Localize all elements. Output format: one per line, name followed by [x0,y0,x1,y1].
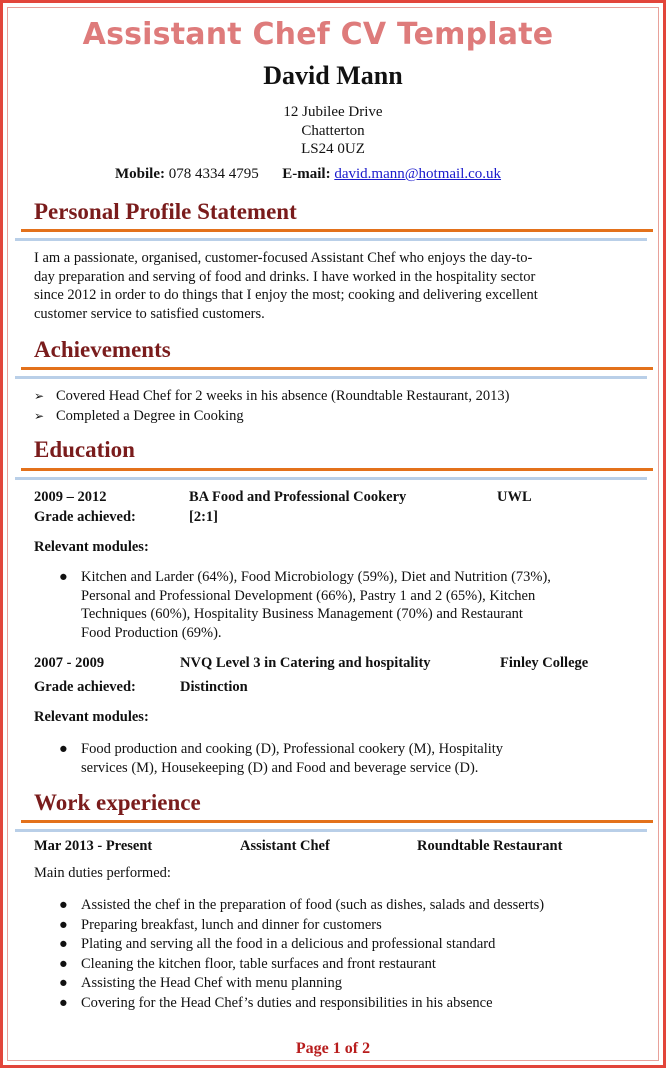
edu1-course: BA Food and Professional Cookery [189,489,407,505]
work-duties-label: Main duties performed: [34,865,171,881]
edu1-dates: 2009 – 2012 [34,489,107,505]
education-rule-blue [15,477,647,480]
achievements-heading: Achievements [34,337,171,362]
email-link[interactable]: david.mann@hotmail.co.uk [334,166,502,182]
work-rule-orange [21,820,653,823]
bullet-icon: ● [59,936,68,952]
work-dates: Mar 2013 - Present [34,838,153,854]
list-item: ● Assisted the chef in the preparation of food (such as dishes, salads and desserts) [81,896,544,916]
edu2-course: NVQ Level 3 in Catering and hospitality [180,655,431,671]
profile-line: since 2012 in order to do things that I enjoy the most; cooking and delivering excellent [34,287,538,304]
achievements-list [34,387,510,426]
arrow-bullet-icon: ➢ [34,408,45,423]
list-item: ● Preparing breakfast, lunch and dinner for customers [81,916,544,936]
edu1-modules-list [59,568,621,642]
work-heading: Work experience [34,790,201,815]
profile-line: customer service to satisfied customers. [34,305,265,322]
profile-heading: Personal Profile Statement [34,199,297,224]
candidate-name: David Mann [263,61,403,90]
edu2-dates: 2007 - 2009 [34,655,105,671]
education-heading: Education [34,437,135,462]
profile-rule-blue [15,238,647,241]
address-line-2: Chatterton [301,123,365,139]
edu2-institution: Finley College [500,655,589,671]
bullet-icon: ● [59,955,68,972]
edu1-grade: [2:1] [189,509,218,525]
edu1-grade-label: Grade achieved: [34,509,136,525]
email-label: E-mail: [282,166,331,182]
address-line-1: 12 Jubilee Drive [283,104,383,120]
bullet-icon: ● [59,897,68,913]
bullet-icon: ● [59,741,68,757]
bullet-icon: ● [59,994,68,1011]
profile-rule-orange [21,229,653,232]
work-employer: Roundtable Restaurant [417,838,563,854]
edu1-institution: UWL [497,489,532,505]
bullet-icon: ● [59,975,68,991]
mobile-number: 078 4334 4795 [168,166,259,182]
page-number: Page 1 of 2 [295,1040,371,1057]
edu2-grade-label: Grade achieved: [34,679,136,695]
list-item: ● Cleaning the kitchen floor, table surfaces and front restaurant [81,955,544,975]
edu2-grade: Distinction [180,679,248,695]
address-line-3: LS24 0UZ [301,141,365,157]
list-item: ● Plating and serving all the food in a delicious and professional standard [81,935,544,955]
work-duties-list [59,896,545,1013]
arrow-bullet-icon: ➢ [34,389,45,403]
achievements-rule-blue [15,376,647,379]
list-item: ➢ Covered Head Chef for 2 weeks in his absence (Roundtable Restaurant, 2013) [56,387,509,407]
profile-text [34,249,594,323]
list-item: ● Assisting the Head Chef with menu planning [81,974,544,994]
profile-line: day preparation and serving of food and drinks. I have worked in the hospitality sector [34,268,536,285]
list-item: ➢ Completed a Degree in Cooking [56,407,509,427]
edu1-modules-label: Relevant modules: [34,539,149,555]
list-item: ● Kitchen and Larder (64%), Food Microbiology (59%), Diet and Nutrition (73%), Personal and Professional Development (66%), Pastry 1 and 2 (65%), Kitchen Techniques (60%), Hospitality Business Management (70%) and Restaurant Food Production (69%). [59,569,551,641]
work-title: Assistant Chef [240,838,330,854]
mobile-label: Mobile: [115,166,165,182]
education-rule-orange [21,468,653,471]
bullet-icon: ● [59,569,68,585]
list-item: ● Covering for the Head Chef’s duties and responsibilities in his absence [81,994,544,1014]
list-item: ● Food production and cooking (D), Professional cookery (M), Hospitality services (M), Housekeeping (D) and Food and beverage service (D). [59,741,504,776]
edu2-modules-label: Relevant modules: [34,709,149,725]
bullet-icon: ● [59,916,68,933]
work-rule-blue [15,829,647,832]
contact-line [115,166,501,183]
achievements-rule-orange [21,367,653,370]
profile-line: I am a passionate, organised, customer-focused Assistant Chef who enjoys the day-to- [34,250,533,266]
edu2-modules-list [59,740,621,777]
banner-title: Assistant Chef CV Template [82,17,554,52]
